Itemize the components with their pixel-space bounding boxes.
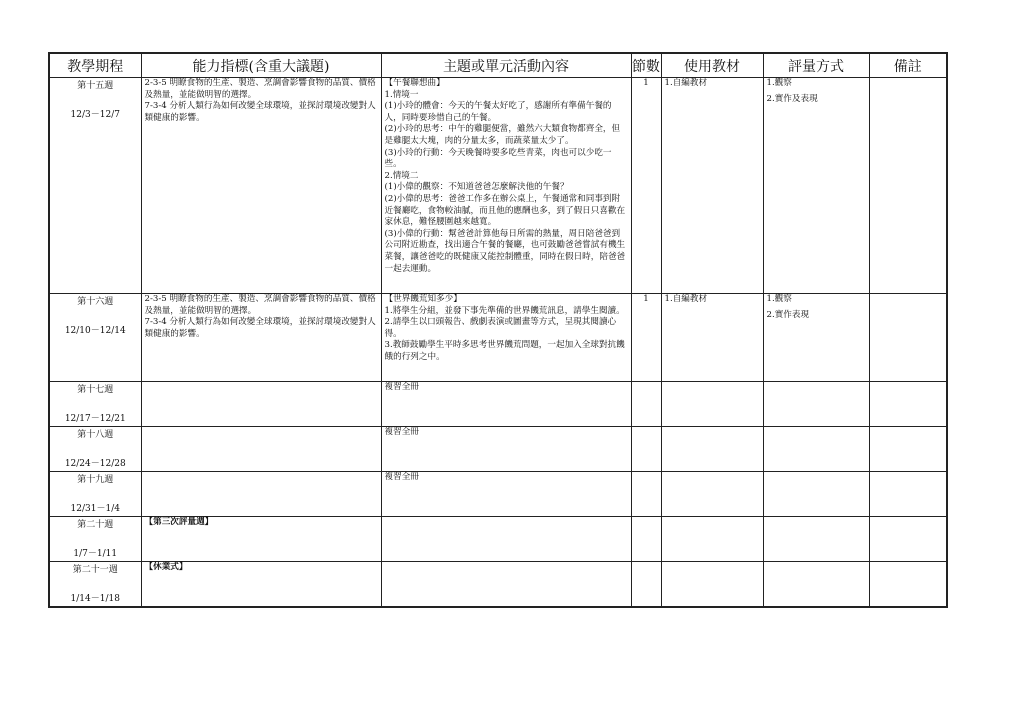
periods-cell — [631, 427, 661, 472]
table-row — [49, 427, 947, 472]
assessment-cell — [763, 427, 869, 472]
activity-line: 複習全冊 — [384, 382, 419, 392]
indicators-cell — [141, 472, 381, 517]
activities-cell — [381, 472, 631, 517]
assessment-cell — [763, 382, 869, 427]
activity-line: 2.情境二 — [384, 170, 419, 181]
table-row — [49, 472, 947, 517]
assessment-item: 2.實作及表現 — [766, 93, 818, 104]
activities-cell — [381, 427, 631, 472]
indicator-text: 2-3-5 明瞭食物的生產、製造、烹調會影響食物的品質、價格及熱量，並能做明智的選擇。 — [144, 78, 376, 100]
assessment-cell — [763, 78, 869, 294]
indicator-text: 2-3-5 明瞭食物的生產、製造、烹調會影響食物的品質、價格及熱量，並能做明智的選擇。 — [144, 294, 376, 316]
assessment-item: 1.觀察 — [766, 78, 792, 88]
materials-cell — [661, 78, 763, 294]
activity-title: 【午餐聯想曲】 — [384, 78, 445, 88]
week-cell — [49, 294, 141, 382]
week-label: 第十八週 — [77, 430, 114, 440]
header-assessment: 評量方式 — [763, 53, 869, 78]
indicators-cell — [141, 78, 381, 294]
material-text: 1.自編教材 — [664, 78, 708, 88]
closing-ceremony-label: 【休業式】 — [144, 562, 188, 572]
activity-line: 複習全冊 — [384, 427, 419, 437]
materials-cell — [661, 294, 763, 382]
notes-cell — [869, 78, 947, 294]
activities-cell — [381, 78, 631, 294]
indicators-cell — [141, 562, 381, 607]
materials-cell — [661, 472, 763, 517]
week-label: 第十九週 — [77, 475, 114, 485]
materials-cell — [661, 562, 763, 607]
assessment-item: 1.觀察 — [766, 294, 792, 304]
activity-line: (1)小玲的體會：今天的午餐太好吃了，感謝所有準備午餐的人，同時要珍惜自己的午餐。 — [384, 101, 612, 123]
activity-line: 2.請學生以口頭報告、戲劇表演或圖畫等方式，呈現其閱讀心得。 — [384, 317, 617, 339]
week-label: 第二十一週 — [72, 565, 118, 575]
activity-line: 複習全冊 — [384, 472, 419, 482]
periods-cell: 1 — [631, 294, 661, 382]
materials-cell — [661, 382, 763, 427]
week-dates: 1/7－1/11 — [73, 549, 118, 559]
week-cell — [49, 78, 141, 294]
indicator-text: 7-3-4 分析人類行為如何改變全球環境，並探討環境改變對人類健康的影響。 — [144, 101, 376, 123]
periods-cell: 1 — [631, 78, 661, 294]
notes-cell — [869, 382, 947, 427]
week-dates: 12/31－1/4 — [70, 504, 120, 514]
assessment-cell — [763, 517, 869, 562]
activity-line: (2)小玲的思考：中午的雞腿便當，雖然六大類食物都齊全，但是雞腿太大塊，肉的分量太多，而蔬菜量太少了。 — [384, 124, 621, 146]
header-row — [49, 53, 947, 78]
notes-cell — [869, 517, 947, 562]
week-dates: 12/24－12/28 — [64, 459, 126, 469]
assessment-item: 2.實作表現 — [766, 309, 810, 320]
lesson-plan-table — [48, 52, 948, 608]
assessment-cell — [763, 472, 869, 517]
activities-cell — [381, 562, 631, 607]
activities-cell — [381, 382, 631, 427]
exam-week-label: 【第三次評量週】 — [144, 517, 214, 527]
week-label: 第十六週 — [77, 297, 114, 307]
notes-cell — [869, 472, 947, 517]
header-schedule: 教學期程 — [49, 53, 141, 78]
material-text: 1.自編教材 — [664, 294, 708, 304]
week-cell — [49, 427, 141, 472]
activity-line: (3)小玲的行動：今天晚餐時要多吃些青菜，肉也可以少吃一些。 — [384, 147, 612, 170]
week-cell — [49, 382, 141, 427]
activities-cell — [381, 294, 631, 382]
indicators-cell — [141, 294, 381, 382]
table-row — [49, 562, 947, 607]
activity-line: 1.將學生分組，並發下事先準備的世界饑荒訊息，請學生閱讀。 — [384, 305, 625, 316]
periods-cell — [631, 517, 661, 562]
materials-cell — [661, 427, 763, 472]
week-label: 第十五週 — [77, 81, 114, 91]
notes-cell — [869, 294, 947, 382]
header-activities: 主題或單元活動內容 — [381, 53, 631, 78]
activity-line: (1)小偉的觀察：不知道爸爸怎麼解決他的午餐？ — [384, 182, 569, 193]
notes-cell — [869, 562, 947, 607]
activity-line: (3)小偉的行動：幫爸爸計算他每日所需的熱量，周日陪爸爸到公司附近勘查，找出適合午餐的餐廳，也可鼓勵爸爸嘗試有機生菜餐，讓爸爸吃的既健康又能控制體重，同時在假日時，陪爸爸一起去運動。 — [384, 228, 626, 274]
header-notes: 備註 — [869, 53, 947, 78]
table-row — [49, 294, 947, 382]
activity-line: (2)小偉的思考：爸爸工作多在辦公桌上，午餐通常和同事到附近餐廳吃，食物較油膩，而且他的應酬也多，到了假日只喜歡在家休息，難怪腰圍越來越寬。 — [384, 193, 626, 228]
indicators-cell — [141, 427, 381, 472]
week-dates: 12/10－12/14 — [64, 326, 126, 336]
activity-line: 1.情境一 — [384, 89, 419, 100]
assessment-cell — [763, 294, 869, 382]
week-label: 第十七週 — [77, 385, 114, 395]
activity-line: 3.教師鼓勵學生平時多思考世界饑荒問題，一起加入全球對抗饑餓的行列之中。 — [384, 340, 625, 362]
table-row — [49, 78, 947, 294]
week-label: 第二十週 — [77, 520, 114, 530]
week-dates: 12/3－12/7 — [70, 110, 120, 120]
activities-cell — [381, 517, 631, 562]
week-dates: 1/14－1/18 — [70, 594, 120, 604]
materials-cell — [661, 517, 763, 562]
indicators-cell — [141, 382, 381, 427]
header-materials: 使用教材 — [661, 53, 763, 78]
week-cell — [49, 517, 141, 562]
assessment-cell — [763, 562, 869, 607]
week-cell — [49, 562, 141, 607]
table-row — [49, 382, 947, 427]
week-dates: 12/17－12/21 — [64, 414, 126, 424]
periods-cell — [631, 562, 661, 607]
periods-cell — [631, 472, 661, 517]
week-cell — [49, 472, 141, 517]
periods-cell — [631, 382, 661, 427]
indicators-cell — [141, 517, 381, 562]
notes-cell — [869, 427, 947, 472]
activity-title: 【世界饑荒知多少】 — [384, 294, 462, 304]
indicator-text: 7-3-4 分析人類行為如何改變全球環境，並探討環境改變對人類健康的影響。 — [144, 317, 376, 339]
header-periods: 節數 — [631, 53, 661, 78]
header-indicators: 能力指標(含重大議題) — [141, 53, 381, 78]
table-row — [49, 517, 947, 562]
